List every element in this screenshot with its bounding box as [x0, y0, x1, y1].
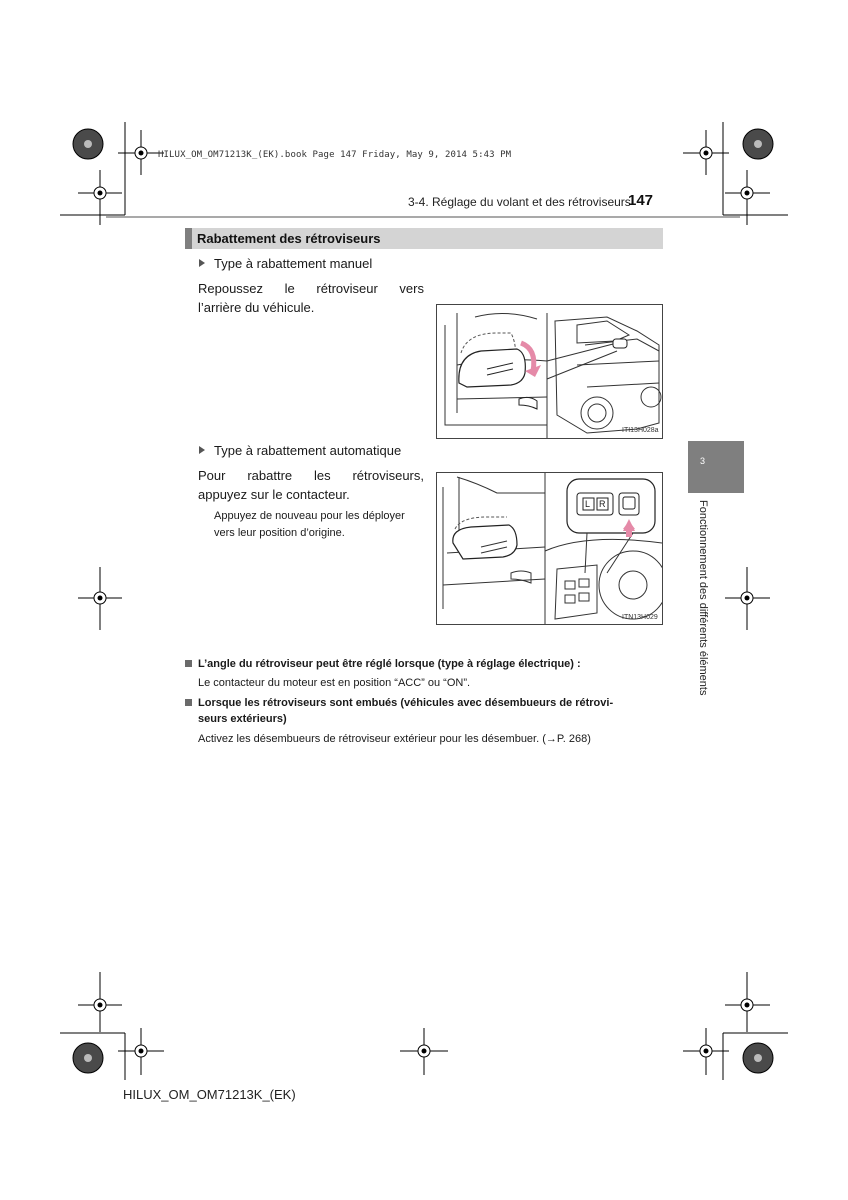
- page-number: 147: [628, 192, 654, 209]
- header-rule: [106, 216, 740, 218]
- note-2-heading-line1: Lorsque les rétroviseurs sont embués (véhicules avec désembueurs de rétrovi-: [198, 697, 614, 709]
- note-1-heading: [185, 656, 663, 672]
- subheading-auto: [199, 443, 401, 458]
- subheading-manual: [199, 256, 372, 271]
- manual-instruction: [198, 279, 424, 317]
- switch-illustration: [437, 473, 662, 624]
- figure-manual-folding: [436, 304, 663, 439]
- section-title: Rabattement des rétroviseurs: [197, 231, 381, 246]
- note-1-text: Le contacteur du moteur est en position “ACC” ou “ON”.: [198, 677, 471, 689]
- manual-instruction-line1: Repoussez le rétroviseur vers: [198, 281, 424, 296]
- section-title-box: [185, 228, 663, 249]
- footer-book-code: HILUX_OM_OM71213K_(EK): [123, 1087, 296, 1102]
- square-bullet-icon: [185, 699, 192, 706]
- note-1-heading-text: L’angle du rétroviseur peut être réglé lorsque (type à réglage électrique) :: [198, 658, 581, 670]
- chapter-title: 3-4. Réglage du volant et des rétroviseurs: [408, 195, 631, 209]
- auto-instruction-line1: Pour rabattre les rétroviseurs,: [198, 468, 424, 483]
- figure-auto-code: ITN13H029: [622, 614, 658, 621]
- print-info: HILUX_OM_OM71213K_(EK).book Page 147 Friday, May 9, 2014 5:43 PM: [158, 150, 512, 160]
- section-title-bar: [185, 228, 192, 249]
- chapter-tab: [688, 441, 744, 493]
- switch-left-label: L: [585, 499, 591, 509]
- auto-note-line1: Appuyez de nouveau pour les déployer: [214, 510, 405, 522]
- chapter-tab-label: Fonctionnement des différents éléments: [697, 500, 709, 696]
- note-2: [185, 695, 663, 747]
- chapter-tab-number: 3: [700, 456, 706, 466]
- triangle-bullet-icon: [199, 446, 205, 454]
- figure-manual-code: ITI13H028a: [622, 427, 659, 434]
- subheading-manual-label: Type à rabattement manuel: [214, 256, 373, 271]
- auto-note: [214, 508, 429, 542]
- subheading-auto-label: Type à rabattement automatique: [214, 443, 402, 458]
- switch-right-label: R: [599, 499, 606, 509]
- square-bullet-icon: [185, 660, 192, 667]
- auto-note-line2: vers leur position d’origine.: [214, 527, 345, 539]
- auto-instruction: [198, 466, 424, 504]
- figure-auto-folding: [436, 472, 663, 625]
- note-1: [185, 656, 663, 691]
- manual-instruction-line2: l’arrière du véhicule.: [198, 300, 315, 315]
- note-2-heading-line2: seurs extérieurs): [198, 713, 287, 725]
- mirror-truck-illustration: [437, 305, 662, 438]
- note-2-heading: [185, 695, 663, 711]
- note-2-text: Activez les désembueurs de rétroviseur extérieur pour les désembuer. (→P. 268): [198, 733, 591, 745]
- auto-instruction-line2: appuyez sur le contacteur.: [198, 487, 350, 502]
- triangle-bullet-icon: [199, 259, 205, 267]
